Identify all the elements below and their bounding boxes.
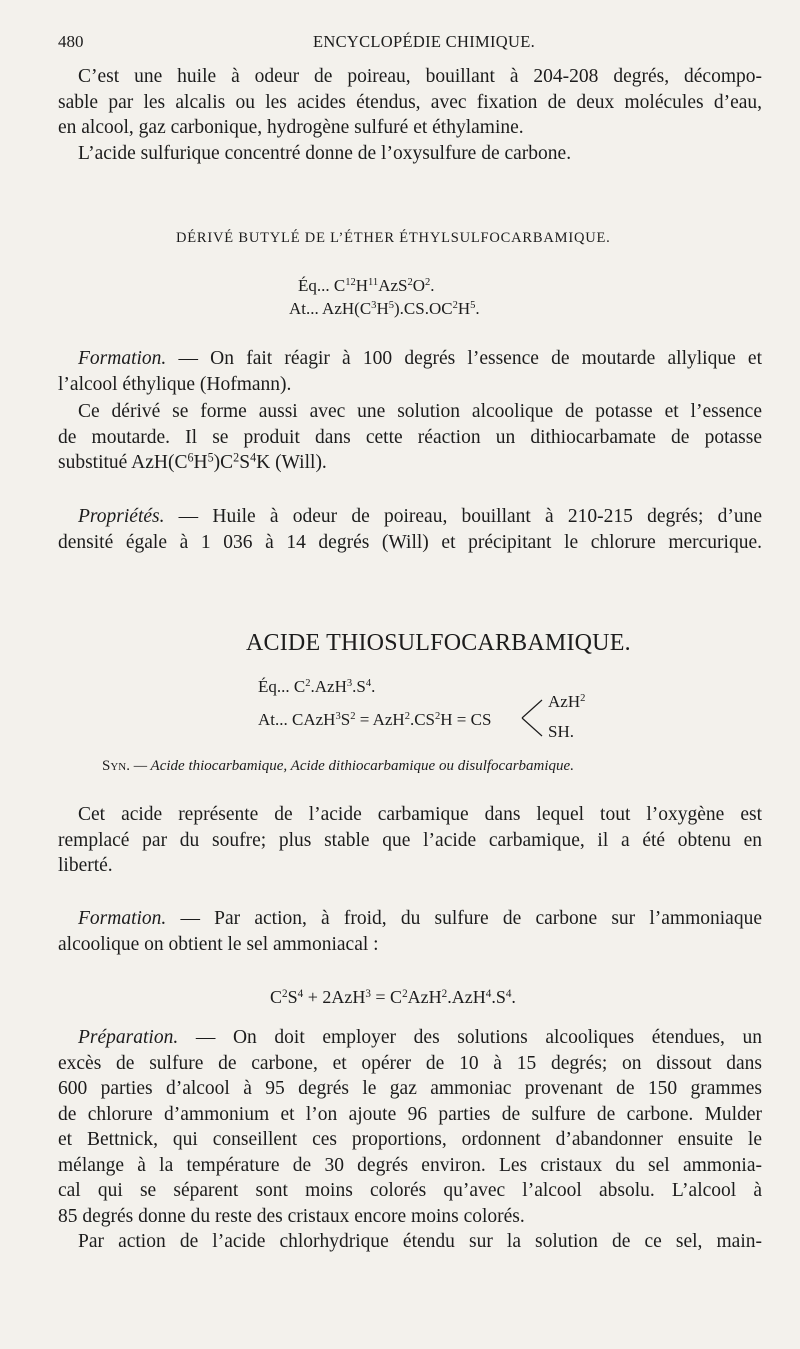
text-line: C’est une huile à odeur de poireau, bouillant à 204-208 degrés, décompo- bbox=[78, 66, 762, 87]
formation-paragraph-2 bbox=[58, 399, 762, 476]
formula-at: At... $AzH(C^3H^5).CS.OC^2H^5$. bbox=[289, 299, 480, 318]
reaction-equation: $C^2S^4 + 2AzH^3 = C^2AzH^2.AzH^4.S^4$. bbox=[270, 987, 516, 1007]
text-line: 85 degrés donne du reste des cristaux encore moins colorés. bbox=[58, 1205, 525, 1227]
text-line: de moutarde. Il se produit dans cette réaction un dithiocarbamate de potasse bbox=[58, 426, 762, 448]
running-title: ENCYCLOPÉDIE CHIMIQUE. bbox=[313, 32, 536, 51]
text-line: — On doit employer des solutions alcooliques étendues, un bbox=[178, 1027, 762, 1048]
text-line: — Huile à odeur de poireau, bouillant à 210-215 degrés; d’une bbox=[164, 506, 762, 527]
synonyms-line bbox=[102, 758, 574, 775]
section-heading: DÉRIVÉ BUTYLÉ DE L’ÉTHER ÉTHYLSULFOCARBAMIQUE. bbox=[176, 230, 611, 246]
text-line: mélange à la température de 30 degrés environ. Les cristaux du sel ammonia- bbox=[58, 1154, 762, 1176]
text-line: liberté. bbox=[58, 855, 113, 876]
proprietes-label: Propriétés. bbox=[78, 506, 165, 527]
text-line: L’acide sulfurique concentré donne de l’oxysulfure de carbone. bbox=[78, 142, 572, 164]
text-line: excès de sulfure de carbone, et opérer de 10 à 15 degrés; on dissout dans bbox=[58, 1052, 762, 1074]
text-line: de chlorure d’ammonium et l’on ajoute 96 parties de sulfure de carbone. Mulder bbox=[58, 1103, 762, 1125]
text-line: l’alcool éthylique (Hofmann). bbox=[58, 373, 292, 395]
branch-lines bbox=[520, 694, 546, 742]
syn-label: Syn. bbox=[102, 758, 130, 774]
formation-label-2: Formation. bbox=[78, 908, 167, 929]
formula-at-2: At... $CAzH^3S^2 = AzH^2.CS^2H$ = CS bbox=[258, 710, 492, 729]
text-line: remplacé par du soufre; plus stable que l’acide carbamique, il a été obtenu en bbox=[58, 829, 762, 851]
proprietes-paragraph bbox=[58, 504, 762, 555]
text-line: Cet acide représente de l’acide carbamique dans lequel tout l’oxygène est bbox=[78, 804, 762, 825]
description-paragraph bbox=[58, 802, 762, 879]
section-heading-2: ACIDE THIOSULFOCARBAMIQUE. bbox=[246, 630, 631, 656]
formula-eq: Éq... $C^{12}H^{11}AzS^2O^2$. bbox=[298, 276, 435, 295]
preparation-paragraph bbox=[58, 1025, 762, 1255]
text-line: densité égale à 1 036 à 14 degrés (Will) et précipitant le chlorure mercurique. bbox=[58, 531, 762, 553]
branch-bottom: SH. bbox=[548, 722, 574, 741]
text-line: cal qui se séparent sont moins colorés qu’avec l’alcool absolu. L’alcool à bbox=[58, 1180, 762, 1201]
formation-paragraph-3 bbox=[58, 906, 762, 957]
formula-eq-2: Éq... $C^2.AzH^3.S^4$. bbox=[258, 677, 376, 696]
text-line: sable par les alcalis ou les acides étendus, avec fixation de deux molécules d’eau, bbox=[58, 91, 762, 113]
page-header bbox=[58, 32, 762, 60]
formation-paragraph bbox=[58, 346, 762, 397]
syn-text: — Acide thiocarbamique, Acide dithiocarbamique ou disulfocarbamique. bbox=[129, 758, 574, 774]
branch-top: AzH$^2$ bbox=[548, 692, 586, 711]
text-line: et Bettnick, qui conseillent ces proportions, ordonnent d’abandonner ensuite le bbox=[58, 1129, 762, 1150]
preparation-label: Préparation. bbox=[78, 1027, 179, 1048]
formation-label: Formation. bbox=[78, 348, 167, 369]
text-line: Ce dérivé se forme aussi avec une solution alcoolique de potasse et l’essence bbox=[78, 401, 762, 422]
page-number: 480 bbox=[58, 32, 84, 51]
text-line: — Par action, à froid, du sulfure de carbone sur l’ammoniaque bbox=[166, 908, 762, 929]
text-line: alcoolique on obtient le sel ammoniacal : bbox=[58, 933, 379, 955]
text-line: 600 parties d’alcool à 95 degrés le gaz ammoniac provenant de 150 grammes bbox=[58, 1078, 762, 1099]
text-line: substitué $AzH(C^6H^5)C^2S^4K$ (Will). bbox=[58, 450, 327, 473]
text-line: Par action de l’acide chlorhydrique étendu sur la solution de ce sel, main- bbox=[78, 1231, 762, 1252]
text-line: — On fait réagir à 100 degrés l’essence de moutarde allylique et bbox=[166, 348, 762, 369]
intro-paragraph bbox=[58, 64, 762, 166]
text-line: en alcool, gaz carbonique, hydrogène sulfuré et éthylamine. bbox=[58, 117, 524, 138]
